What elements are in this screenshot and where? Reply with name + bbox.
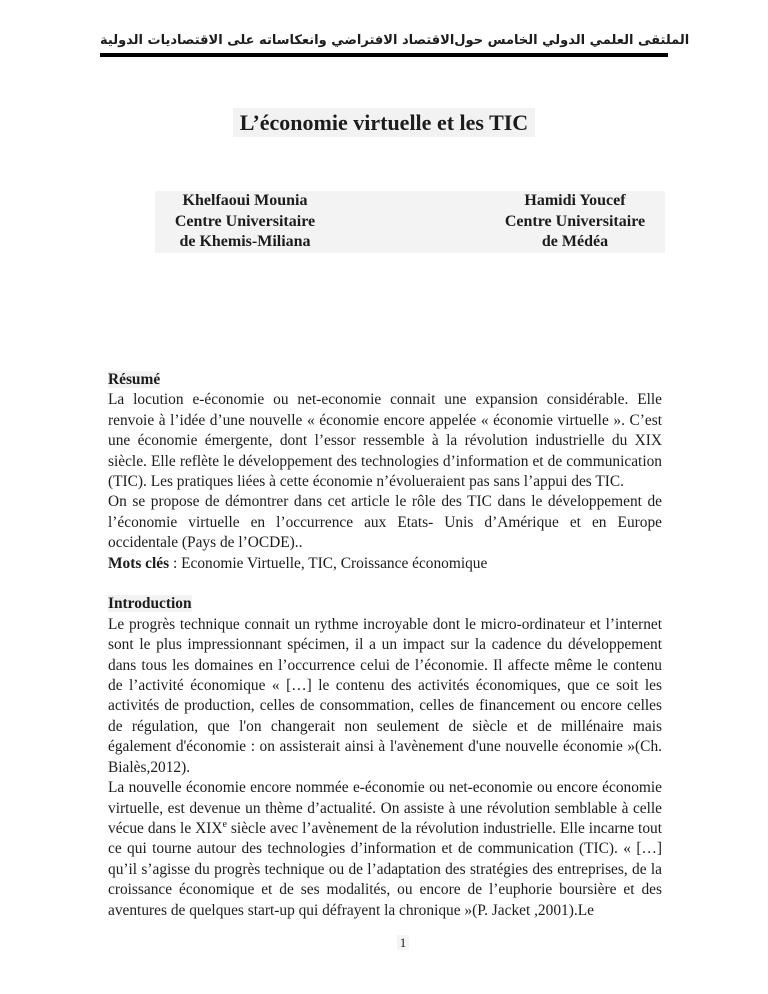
header-right-text: الملتقى العلمي الدولي الخامس حول [454, 33, 690, 48]
author-affiliation-line2: de Khemis-Miliana [179, 233, 311, 250]
abstract-heading: Résumé [108, 371, 161, 388]
introduction-section [108, 594, 662, 921]
footer [0, 935, 768, 951]
author-name: Khelfaoui Mounia [182, 192, 308, 209]
introduction-heading: Introduction [108, 595, 192, 613]
author-affiliation-line2: de Médéa [541, 233, 609, 250]
body-text [108, 370, 662, 921]
author-affiliation-line1: Centre Universitaire [504, 212, 646, 230]
arabic-running-header [100, 32, 690, 57]
page-number: 1 [397, 935, 410, 950]
author-affiliation-line1: Centre Universitaire [174, 212, 316, 230]
keywords-line [108, 554, 662, 574]
introduction-paragraph-1: Le progrès technique connait un rythme incroyable dont le micro-ordinateur et l’internet sont le plus impressionnant spécimen, il a un impact sur la cadence du développement dans tous les domaines en l’occurrence celui de l’économie. Il affecte même le contenu de l’activité économique « […] le contenu des activités économiques, que ce soit les activités de production, celles de consommation, celles de financement ou encore celles de régulation, que l'on changerait non seulement de siècle et de millénaire mais également d'économie : on assisterait ainsi à l'avènement d'une nouvelle économie »(Ch. Bialès,2012). [108, 615, 662, 776]
intro-p2-before-sup: La nouvelle économie encore nommée e-économie ou net-economie ou encore économie virtuelle, est devenue un thème d’actualité. On assiste à une révolution semblable à celle vécue dans le XIX [108, 779, 662, 837]
author-right [485, 191, 665, 253]
intro-p2-after-sup: siècle avec l’avènement de la révolution industrielle. Elle incarne tout ce qui tourne autour des technologies d’information et de communication (TIC). « […] qu’il s’agisse du progrès technique ou de l’adaptation des stratégies des entreprises, de la croissance économique et de ses modalités, ou encore de l’euphorie boursière et des aventures de quelques start-up qui défrayent la chronique »(P. Jacket ,2001).Le [108, 819, 662, 919]
introduction-paragraph-2 [108, 778, 662, 921]
author-left [155, 191, 335, 253]
author-name: Hamidi Youcef [524, 192, 626, 209]
abstract-heading-row [108, 370, 662, 390]
paper-title: L’économie virtuelle et les TIC [233, 108, 535, 137]
abstract-section [108, 370, 662, 574]
authors-block [155, 191, 665, 253]
introduction-heading-row [108, 594, 662, 614]
keywords-label: Mots clés [108, 554, 170, 572]
header-left-text: الاقتصاد الافتراضي وانعكاساته على الاقتصاديات الدولية [100, 33, 455, 48]
keywords-text: : Economie Virtuelle, TIC, Croissance économique [169, 554, 488, 572]
superscript-e: e [222, 818, 227, 830]
title-row [0, 108, 768, 137]
abstract-paragraph-2: On se propose de démontrer dans cet article le rôle des TIC dans le développement de l’économie virtuelle en l’occurrence aux Etats- Unis d’Amérique et en Europe occidentale (Pays de l’OCDE).. [108, 493, 662, 552]
abstract-paragraph-1: La locution e-économie ou net-economie connait une expansion considérable. Elle renvoie à l’idée d’une nouvelle « économie encore appelée « économie virtuelle ». C’est une économie émergente, dont l’essor ressemble à la révolution industrielle du XIX siècle. Elle reflète le développement des technologies d’information et de communication (TIC). Les pratiques liées à cette économie n’évolueraient pas sans l’appui des TIC. [108, 391, 662, 491]
